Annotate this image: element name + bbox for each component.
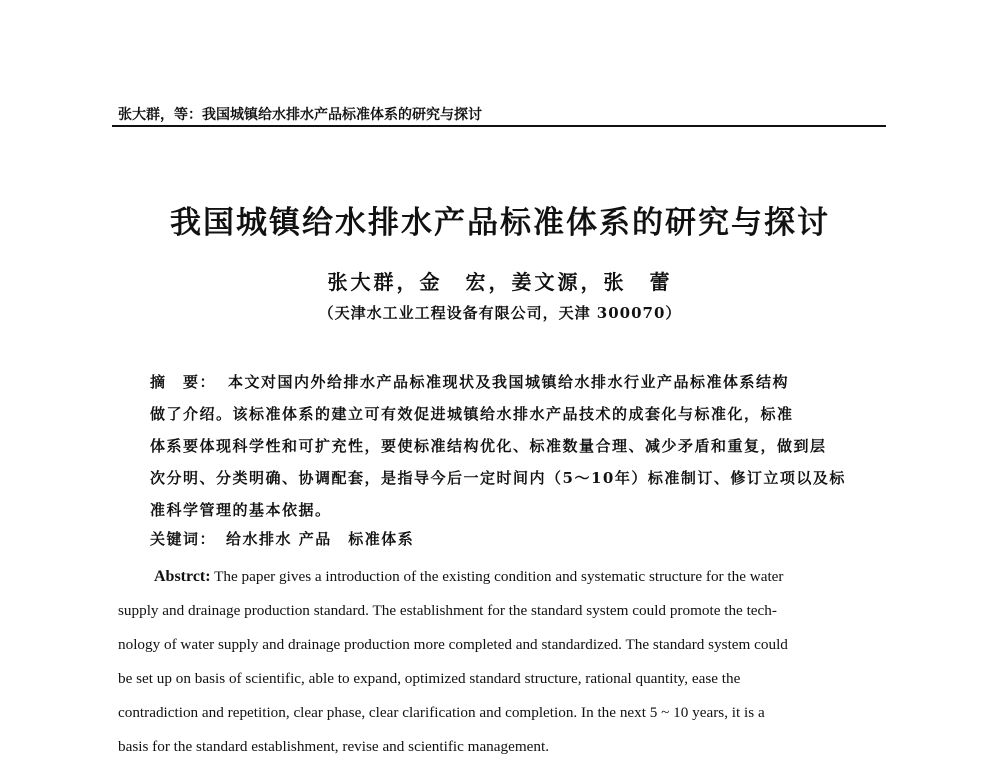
abstract-cn-line: 次分明、分类明确、协调配套，是指导今后一定时间内（5～10年）标准制订、修订立项以及标 (150, 469, 846, 487)
keywords-label: 关键词： (150, 530, 217, 548)
header-rule (112, 125, 886, 127)
abstract-en-line: be set up on basis of scientific, able to expand, optimized standard structure, rational quantity, ease the (118, 670, 741, 687)
abstract-en-text: The paper gives a introduction of the existing condition and systematic structure for the water (214, 568, 784, 585)
abstract-en-line: nology of water supply and drainage production more completed and standardized. The standard system could (118, 636, 788, 653)
running-header: 张大群，等：我国城镇给水排水产品标准体系的研究与探讨 (118, 107, 482, 123)
affiliation: （天津水工业工程设备有限公司，天津 300070） (318, 304, 682, 322)
abstract-cn-line: 体系要体现科学性和可扩充性，要使标准结构优化、标准数量合理、减少矛盾和重复，做到层 (150, 437, 827, 455)
keywords-value: 给水排水 产品 标准体系 (226, 530, 415, 548)
abstract-cn-label: 摘 要： (150, 373, 217, 391)
abstract-cn-line (150, 366, 862, 398)
abstract-en-line: supply and drainage production standard. The establishment for the standard system could promote the tech- (118, 602, 777, 619)
abstract-en-label: Abstrct: (154, 568, 211, 585)
authors: 张大群，金 宏，姜文源，张 蕾 (327, 270, 673, 294)
abstract-en-line: contradiction and repetition, clear phase, clear clarification and completion. In the next 5 ~ 10 years, it is a (118, 704, 765, 721)
keywords (150, 528, 414, 549)
paper-title: 我国城镇给水排水产品标准体系的研究与探讨 (170, 205, 830, 241)
abstract-en-line: basis for the standard establishment, revise and scientific management. (118, 738, 550, 755)
abstract-cn-line: 做了介绍。该标准体系的建立可有效促进城镇给水排水产品技术的成套化与标准化，标准 (150, 405, 794, 423)
abstract-english (118, 560, 888, 764)
abstract-cn-text: 本文对国内外给排水产品标准现状及我国城镇给水排水行业产品标准体系结构 (228, 373, 790, 391)
abstract-chinese (150, 366, 862, 526)
abstract-en-line (118, 560, 888, 594)
abstract-cn-line: 准科学管理的基本依据。 (150, 501, 332, 519)
